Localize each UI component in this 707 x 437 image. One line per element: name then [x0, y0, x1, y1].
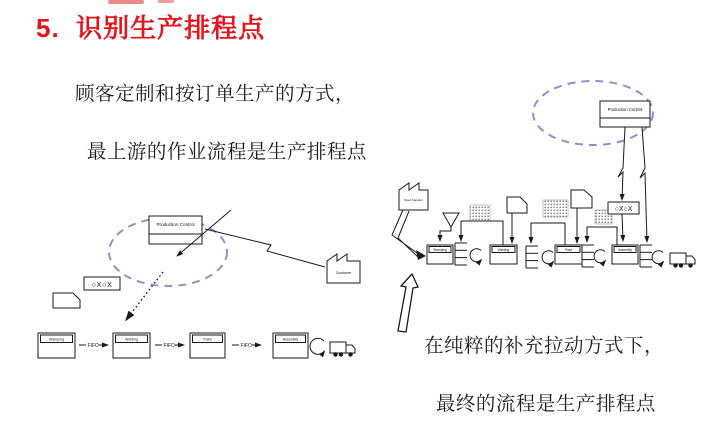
left-caption-line1: 顾客定制和按订单生产的方式， [75, 83, 356, 105]
production-control-label: Production Control [156, 222, 195, 227]
supermarket-icon [455, 243, 467, 265]
pull-loop-icon [542, 251, 553, 264]
fifo-label: FIFO [87, 342, 99, 349]
pacemaker-dotted-arrow [126, 272, 163, 320]
process-label: Welding [125, 337, 138, 342]
process-welding [113, 333, 150, 358]
process-label: Welding [497, 248, 510, 252]
withdrawal-arrow [531, 223, 565, 245]
kanban-card-icon [571, 190, 592, 208]
load-leveling-box [84, 277, 120, 290]
process-stamping [38, 333, 75, 358]
pull-loop-icon [470, 249, 481, 262]
withdrawal-arrow [587, 227, 617, 245]
withdrawal-arrow [461, 221, 503, 245]
right-caption-line1: 在纯粹的补充拉动方式下， [424, 335, 665, 357]
right-caption [424, 332, 664, 419]
cropped-slide-artifact [108, 0, 144, 4]
page-title: 5. 识别生产排程点 [36, 13, 266, 43]
process-label: Assembly [618, 248, 632, 252]
fifo-label: FIFO [163, 342, 175, 349]
process-assembly [612, 245, 638, 264]
electronic-info-arrow [622, 214, 623, 241]
process-welding [490, 245, 517, 264]
left-caption-line2: 最上游的作业流程是生产排程点 [86, 141, 367, 163]
fifo-lane [232, 343, 261, 349]
fifo-lane [155, 343, 184, 349]
production-control-box [600, 101, 650, 127]
production-control-box [149, 216, 202, 244]
pull-loop-icon [652, 251, 663, 264]
kanban-card-icon [53, 293, 80, 308]
electronic-info-arrow [640, 127, 647, 242]
kanban-card-icon [507, 197, 527, 213]
cropped-slide-artifact [158, 0, 174, 3]
fifo-lane [79, 343, 108, 349]
electronic-info-arrow [205, 229, 325, 267]
truck-icon [670, 253, 695, 268]
load-leveling-box [608, 202, 639, 214]
process-label: Assembly [282, 337, 299, 342]
process-label: Paint [564, 248, 573, 252]
kanban-batch-icon [470, 205, 490, 221]
pull-loop-icon [594, 250, 605, 263]
process-stamping [427, 245, 453, 264]
process-label: Paint [203, 337, 212, 342]
customer-factory-icon [327, 254, 360, 283]
truck-icon [330, 342, 355, 357]
annotation-up-arrow [398, 274, 418, 332]
process-paint [555, 245, 582, 264]
right-vsm-diagram [385, 80, 700, 337]
customer-label: Customer [335, 271, 352, 275]
load-leveling-label: ○X○X [91, 280, 113, 289]
process-label: Stamping [48, 337, 65, 342]
supermarket-icon [526, 246, 538, 268]
shipment-arrow [392, 210, 426, 260]
supermarket-icon [640, 245, 652, 267]
supplier-label: Steel Supplier [404, 198, 423, 202]
fifo-label: FIFO [240, 342, 252, 349]
production-control-label: Production Control [607, 107, 643, 112]
supplier-factory-icon [399, 183, 428, 210]
left-caption [75, 80, 367, 167]
material-arrow [440, 227, 451, 241]
electronic-info-arrow [618, 127, 625, 200]
inventory-triangle-icon [443, 213, 459, 227]
process-assembly [273, 333, 308, 358]
load-leveling-label: ○X○X [614, 206, 633, 213]
pull-loop-icon [310, 338, 324, 354]
process-paint [190, 333, 225, 358]
kanban-batch-icon [543, 200, 568, 217]
supermarket-icon [582, 245, 594, 267]
process-label: Stamping [433, 248, 447, 252]
left-vsm-diagram [35, 195, 365, 370]
right-caption-line2: 最终的流程是生产排程点 [435, 393, 656, 415]
